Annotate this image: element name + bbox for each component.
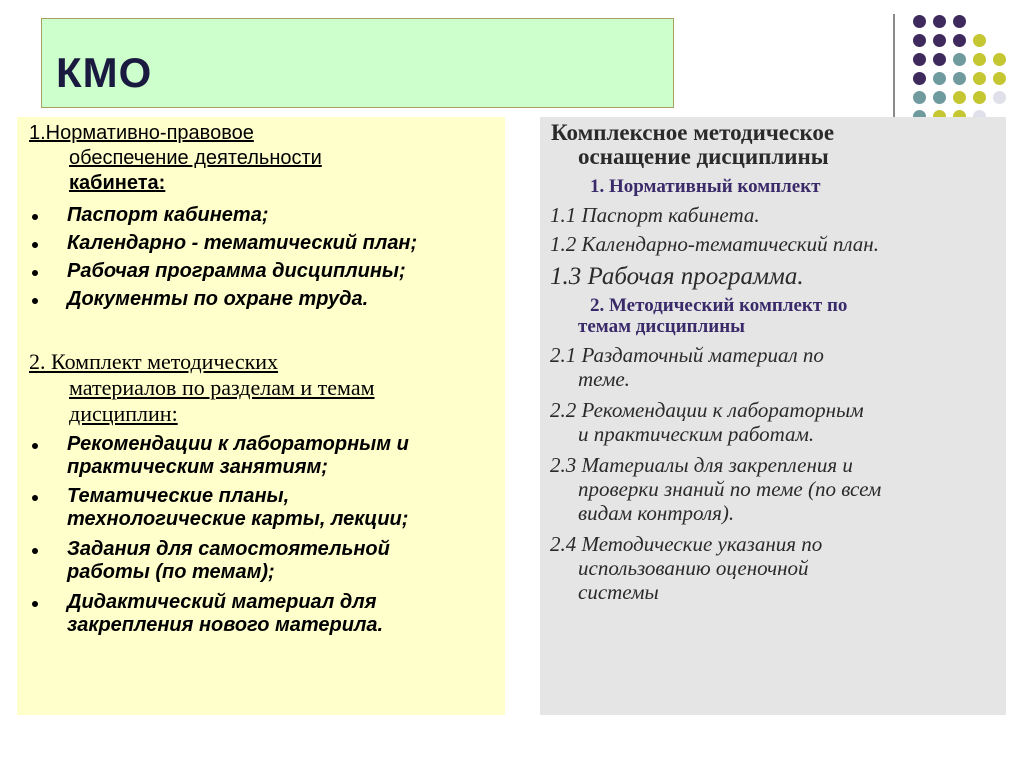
bullet-icon xyxy=(32,443,38,449)
list-item: 1.3 Рабочая программа. xyxy=(550,263,804,290)
list-item: видам контроля). xyxy=(578,501,735,525)
list-item: проверки знаний по теме (по всем xyxy=(578,477,882,501)
list-item: технологические карты, лекции; xyxy=(67,508,409,530)
dot xyxy=(933,53,946,66)
dot xyxy=(913,53,926,66)
dot xyxy=(953,15,966,28)
dot xyxy=(933,72,946,85)
section2-heading-line: материалов по разделам и темам xyxy=(69,375,375,400)
list-item: 2.4 Методические указания по xyxy=(550,532,823,556)
list-item: 2.3 Материалы для закрепления и xyxy=(550,453,853,477)
bullet-icon xyxy=(32,270,38,276)
dot xyxy=(913,72,926,85)
subsection-heading: 1. Нормативный комплект xyxy=(590,176,821,197)
bullet-icon xyxy=(32,495,38,501)
dot xyxy=(993,72,1006,85)
dot xyxy=(913,34,926,47)
right-heading-line: оснащение дисциплины xyxy=(578,144,829,169)
list-item: закрепления нового материла. xyxy=(67,614,384,636)
list-item: Рабочая программа дисциплины; xyxy=(67,260,406,282)
bullet-icon xyxy=(32,214,38,220)
list-item: Дидактический материал для xyxy=(67,591,377,613)
dot xyxy=(973,72,986,85)
dot xyxy=(933,34,946,47)
list-item: Рекомендации к лабораторным и xyxy=(67,433,409,455)
list-item: 1.1 Паспорт кабинета. xyxy=(550,203,760,227)
list-item: практическим занятиям; xyxy=(67,456,328,478)
bullet-icon xyxy=(32,298,38,304)
section2-heading-line: дисциплин: xyxy=(69,401,178,426)
dot xyxy=(993,91,1006,104)
subsection-heading: 2. Методический комплект по xyxy=(590,295,848,316)
dot xyxy=(953,91,966,104)
slide-title: КМО xyxy=(56,49,153,96)
left-panel xyxy=(17,117,505,715)
list-item: 2.1 Раздаточный материал по xyxy=(550,343,824,367)
list-item: 1.2 Календарно-тематический план. xyxy=(550,232,879,256)
list-item: Тематические планы, xyxy=(67,485,290,507)
list-item: Календарно - тематический план; xyxy=(67,232,418,254)
dot xyxy=(993,53,1006,66)
dot xyxy=(913,15,926,28)
dot xyxy=(973,91,986,104)
list-item: Документы по охране труда. xyxy=(67,288,369,310)
right-panel xyxy=(540,117,1006,715)
section2-heading-line: 2. Комплект методических xyxy=(29,349,279,374)
list-item: и практическим работам. xyxy=(578,422,815,446)
section1-heading-line: кабинета: xyxy=(69,172,166,194)
title-box xyxy=(41,18,674,108)
list-item: системы xyxy=(578,580,659,604)
dot xyxy=(913,91,926,104)
list-item: 2.2 Рекомендации к лабораторным xyxy=(550,398,864,422)
list-item: Паспорт кабинета; xyxy=(67,204,269,226)
dot xyxy=(933,91,946,104)
bullet-icon xyxy=(32,548,38,554)
dot xyxy=(933,15,946,28)
decorative-divider xyxy=(893,14,895,118)
dot xyxy=(953,34,966,47)
dot xyxy=(953,72,966,85)
right-heading-line: Комплексное методическое xyxy=(551,120,835,145)
section1-heading-line: обеспечение деятельности xyxy=(69,147,322,169)
bullet-icon xyxy=(32,242,38,248)
list-item: использованию оценочной xyxy=(578,556,809,580)
dot xyxy=(973,34,986,47)
section1-heading-line: 1.Нормативно-правовое xyxy=(29,122,254,144)
bullet-icon xyxy=(32,601,38,607)
list-item: Задания для самостоятельной xyxy=(67,538,390,560)
list-item: теме. xyxy=(578,367,630,391)
dot xyxy=(953,53,966,66)
subsection-heading: темам дисциплины xyxy=(578,316,745,337)
dot xyxy=(973,53,986,66)
list-item: работы (по темам); xyxy=(67,561,275,583)
